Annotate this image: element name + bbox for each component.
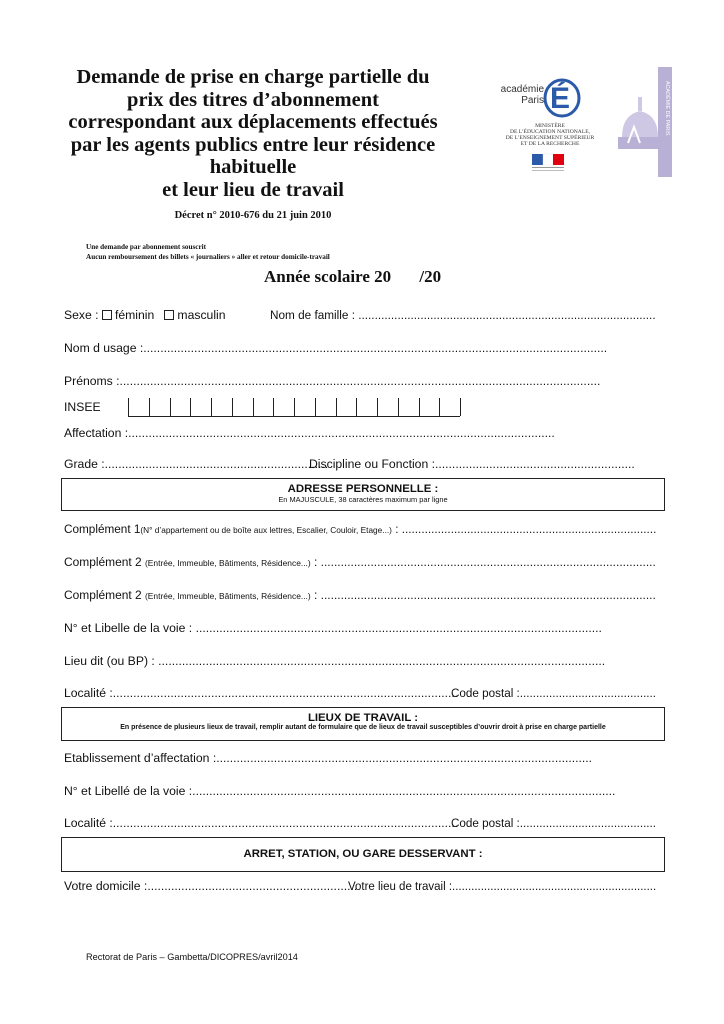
adresse-subheader: En MAJUSCULE, 38 caractères maximum par ligne	[278, 495, 448, 504]
voie-field[interactable]: N° et Libelle de la voie : ........................................................................................................................	[64, 621, 602, 635]
insee-cell-divider	[356, 398, 357, 416]
title-line: prix des titres d’abonnement	[127, 88, 379, 111]
complement1-dots: : ..............................................................................	[391, 522, 657, 536]
logo-letter: É	[549, 82, 571, 115]
insee-cell-divider	[315, 398, 316, 416]
note-line: Aucun remboursement des billets « journaliers » aller et retour domicile-travail	[86, 253, 330, 261]
complement2b-hint: (Entrée, Immeuble, Bâtiments, Résidence...)	[145, 591, 311, 601]
sexe-field	[64, 308, 226, 322]
insee-label: INSEE	[64, 400, 101, 414]
gare-section	[61, 837, 665, 872]
travail-subheader: En présence de plusieurs lieux de travail, remplir autant de formulaire que de lieux de travail susceptibles d’ouvrir droit à prise en charge partielle	[120, 724, 606, 731]
annee-label: Année scolaire 20	[264, 267, 392, 286]
affectation-field[interactable]: Affectation :..............................................................................................................................	[64, 426, 555, 440]
travail-voie-field[interactable]: N° et Libellé de la voie :.............................................................................................................................	[64, 784, 616, 798]
code-postal-field[interactable]: Code postal :..........................................	[451, 686, 657, 700]
complement2b-label: Complément 2	[64, 588, 142, 602]
gare-domicile-field[interactable]: Votre domicile :..............................................................	[64, 879, 358, 893]
complement2-field[interactable]	[64, 555, 656, 569]
complement2-hint: (Entrée, Immeuble, Bâtiments, Résidence...)	[145, 558, 311, 568]
decret-reference: Décret n° 2010-676 du 21 juin 2010	[174, 210, 332, 221]
title-line: et leur lieu de travail	[162, 178, 344, 201]
prenoms-field[interactable]: Prénoms :..............................................................................................................................................	[64, 374, 601, 388]
academie-paris-logo	[494, 70, 606, 180]
insee-cell-divider	[253, 398, 254, 416]
lieu-dit-field[interactable]: Lieu dit (ou BP) : ....................................................................................................................................	[64, 654, 606, 668]
insee-cell-divider	[460, 398, 461, 416]
complement2b-field[interactable]	[64, 588, 656, 602]
localite-field[interactable]: Localité :......................................................................................................	[64, 686, 459, 700]
logo-side-text: ACADÉMIE DE PARIS	[664, 81, 670, 136]
title-line: correspondant aux déplacements effectués	[68, 111, 438, 134]
adresse-personnelle-section	[61, 478, 665, 511]
complement1-hint: (N° d’appartement ou de boîte aux lettres, Escalier, Couloir, Etage...)	[140, 525, 392, 535]
form-title	[40, 66, 466, 202]
feminin-checkbox[interactable]	[102, 310, 112, 320]
feminin-label: féminin	[114, 308, 155, 322]
grade-field[interactable]: Grade :..................................................................	[64, 457, 329, 471]
complement2-dots: : .....................................................................................................	[310, 555, 656, 569]
title-line: Demande de prise en charge partielle du	[76, 66, 430, 88]
insee-cell-divider	[128, 398, 129, 416]
gare-header: ARRET, STATION, OU GARE DESSERVANT :	[243, 848, 483, 860]
insee-cell-divider	[211, 398, 212, 416]
complement1-label: Complément 1	[64, 522, 141, 536]
insee-cell-divider	[439, 398, 440, 416]
logo-paris-text: Paris	[521, 95, 544, 106]
insee-cell-divider	[149, 398, 150, 416]
masculin-label: masculin	[177, 308, 226, 322]
lieux-travail-section	[61, 707, 665, 741]
gare-travail-field[interactable]: Votre lieu de travail :................................................................	[348, 879, 657, 893]
footer-reference: Rectorat de Paris – Gambetta/DICOPRES/avril2014	[86, 952, 298, 962]
note-line: Une demande par abonnement souscrit	[86, 243, 207, 251]
adresse-header: ADRESSE PERSONNELLE :	[287, 483, 439, 495]
academie-dome-logo	[618, 67, 674, 177]
logo-academie-text: académie	[500, 84, 544, 95]
logo-ministere-line: DE L’ENSEIGNEMENT SUPÉRIEUR	[505, 135, 595, 141]
annee-scolaire	[264, 267, 441, 287]
masculin-checkbox[interactable]	[164, 310, 174, 320]
insee-cell-divider	[294, 398, 295, 416]
insee-cell-divider	[336, 398, 337, 416]
sexe-label: Sexe :	[64, 308, 99, 322]
travail-code-postal-field[interactable]: Code postal :..........................................	[451, 816, 657, 830]
logo-ministere-line: ET DE LA RECHERCHE	[520, 141, 580, 147]
insee-cell-divider	[273, 398, 274, 416]
insee-cell-divider	[170, 398, 171, 416]
discipline-field[interactable]: Discipline ou Fonction :...........................................................	[309, 457, 635, 471]
logo-ministere-line: MINISTÈRE	[535, 123, 565, 129]
travail-localite-field[interactable]: Localité :......................................................................................................	[64, 816, 459, 830]
title-line: habituelle	[209, 156, 297, 179]
complement1-field[interactable]	[64, 522, 656, 536]
marianne-flag-icon	[532, 154, 564, 171]
complement2b-dots: : .....................................................................................................	[310, 588, 656, 602]
title-line: par les agents publics entre leur résidence	[70, 133, 436, 156]
nom-famille-field[interactable]: Nom de famille : ...........................................................................................	[270, 308, 656, 322]
etablissement-field[interactable]: Etablissement d’affectation :...............................................................................................................	[64, 751, 593, 765]
logo-ministere-line: DE L’ÉDUCATION NATIONALE,	[509, 129, 591, 135]
travail-header: LIEUX DE TRAVAIL :	[307, 712, 419, 724]
insee-input-grid[interactable]	[128, 398, 460, 417]
insee-cell-divider	[398, 398, 399, 416]
insee-cell-divider	[377, 398, 378, 416]
insee-cell-divider	[419, 398, 420, 416]
annee-separator: /20	[419, 267, 442, 286]
nom-usage-field[interactable]: Nom d usage :.........................................................................................................................................	[64, 341, 608, 355]
insee-cell-divider	[190, 398, 191, 416]
complement2-label: Complément 2	[64, 555, 142, 569]
insee-cell-divider	[232, 398, 233, 416]
